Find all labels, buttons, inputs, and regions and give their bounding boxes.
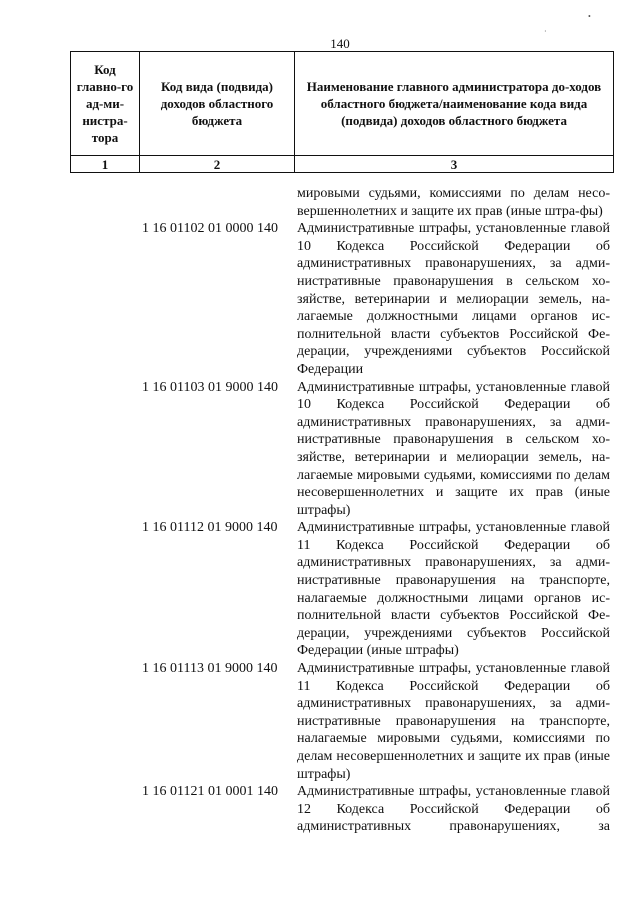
row-code: 1 16 01102 01 0000 140 [142,221,278,237]
row-code: 1 16 01103 01 9000 140 [142,379,278,395]
table-row [0,185,639,220]
row-code: 1 16 01121 01 0001 140 [142,784,278,800]
row-code: 1 16 01113 01 9000 140 [142,661,278,677]
header-col-income-code [140,52,295,156]
page-number: 140 [330,36,350,51]
row-text: мировыми судьями, комиссиями по делам несо-вершеннолетних и защите их прав (иные штра-фы) [297,186,610,219]
header-num-3: 3 [295,156,614,173]
header-col-name [295,52,614,156]
scan-speck: • [588,12,591,21]
header-col-income-code-label: Код вида (подвида) доходов областного бюджета [160,79,274,128]
scan-speck: · [544,27,547,36]
row-text: Административные штрафы, установленные главой 10 Кодекса Российской Федерации об административных правонарушениях, за адми-нистративные правонарушения в сельском хо-зяйстве, ветеринарии и мелиорации земель, на-лагаемые мировыми судьями, комиссиями по делам несовершеннолетних и защите их прав (иные штрафы) [297,379,610,518]
table-row [0,379,639,520]
row-text: Административные штрафы, установленные главой 11 Кодекса Российской Федерации об административных правонарушениях, за адми-нистративные правонарушения на транспорте, налагаемые должностными лицами органов ис-полнительной власти субъектов Российской Фе-дерации, учреждениями субъектов Российской Федерации (иные штрафы) [297,520,610,659]
row-text: Административные штрафы, установленные главой 12 Кодекса Российской Федерации об административных правонарушениях, за [297,784,610,835]
header-num-2: 2 [140,156,295,173]
table-header [70,51,614,173]
header-num-1: 1 [71,156,140,173]
header-col-admin-code-label: Код главно-го ад-ми-нистра-тора [76,62,134,145]
table-row [0,519,639,660]
header-col-name-label: Наименование главного администратора до-ходов областного бюджета/наименование кода вида (подвида) доходов областного бюджета [306,79,602,128]
row-text: Административные штрафы, установленные главой 11 Кодекса Российской Федерации об административных правонарушениях, за адми-нистративные правонарушения на транспорте, налагаемые мировыми судьями, комиссиями по делам несовершеннолетних и защите их прав (иные штрафы) [297,661,610,782]
row-text: Административные штрафы, установленные главой 10 Кодекса Российской Федерации об административных правонарушениях, за адми-нистративные правонарушения в сельском хо-зяйстве, ветеринарии и мелиорации земель, на-лагаемые должностными лицами органов ис-полнительной власти субъектов Российской Фе-дерации, учреждениями субъектов Российской Федерации [297,221,610,377]
table-row [0,660,639,783]
header-col-admin-code [71,52,140,156]
table-body [0,185,639,836]
row-code: 1 16 01112 01 9000 140 [142,520,278,536]
table-row [0,783,639,836]
table-row [0,220,639,378]
